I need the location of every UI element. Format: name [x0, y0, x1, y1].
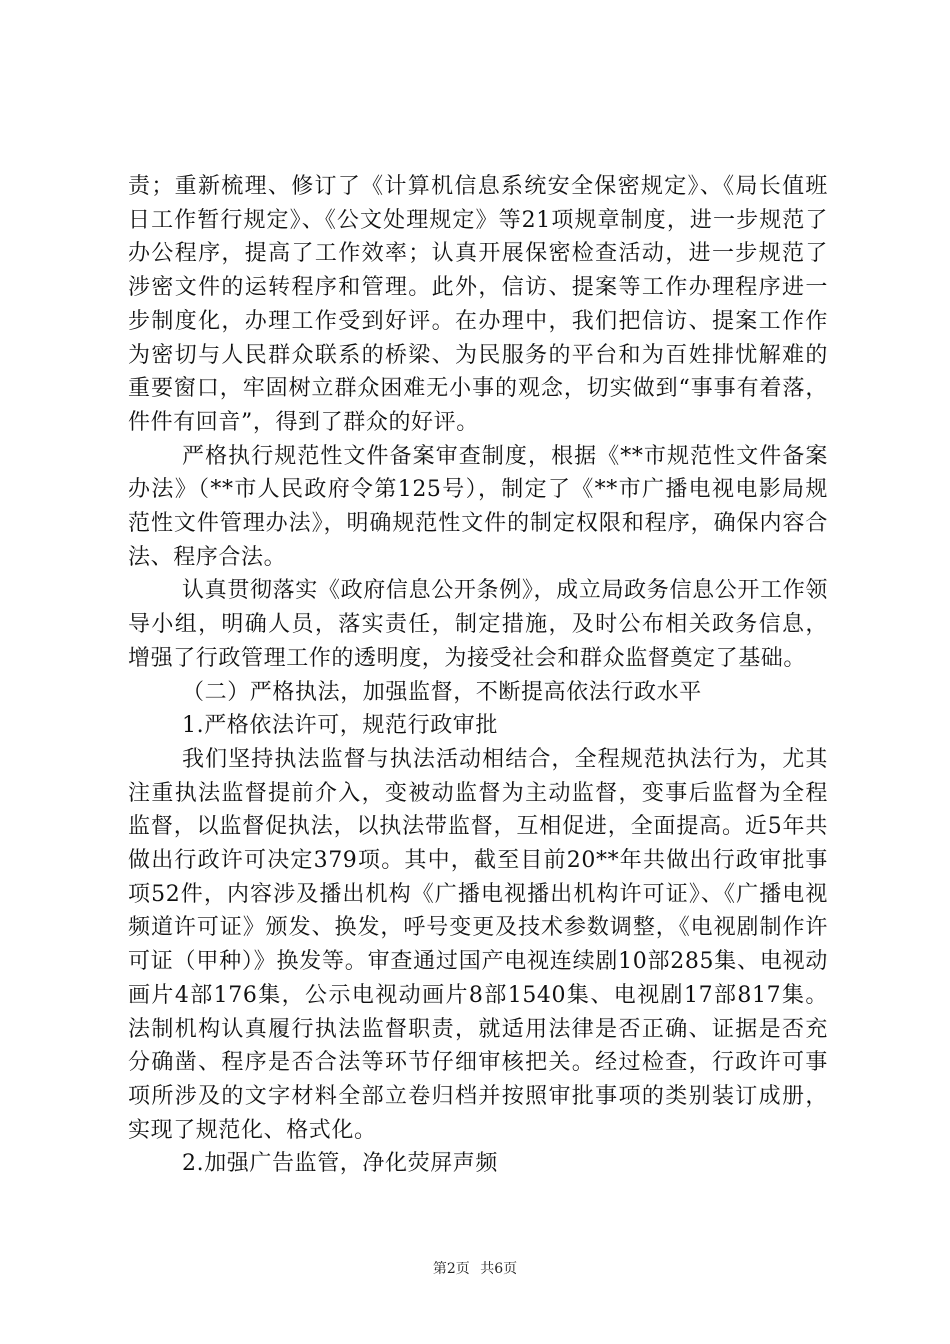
subsection-heading-advertising: 2.加强广告监管，净化荧屏声频 — [182, 1151, 498, 1177]
paragraph-continuation: 责；重新梳理、修订了《计算机信息系统安全保密规定》、《局长值班日工作暂行规定》、《公文处理规定》等21项规章制度，进一步规范了办公程序，提高了工作效率；认真开展保密检查活动，进一步规范了涉密文件的运转程序和管理。此外，信访、提案等工作办理程序进一步制度化，办理工作受到好评。在办理中，我们把信访、提案工作作为密切与人民群众联系的桥梁、为民服务的平台和为百姓排忧解难的重要窗口，牢固树立群众困难无小事的观念，切实做到“事事有着落，件件有回音”，得到了群众的好评。 — [128, 174, 828, 435]
document-body — [128, 170, 828, 1181]
page-footer — [0, 1258, 950, 1278]
subsection-heading-licensing: 1.严格依法许可，规范行政审批 — [182, 713, 498, 739]
paragraph-licensing: 我们坚持执法监督与执法活动相结合，全程规范执法行为，尤其注重执法监督提前介入，变被动监督为主动监督，变事后监督为全程监督，以监督促执法，以执法带监督，互相促进，全面提高。近5年共做出行政许可决定379项。其中，截至目前20**年共做出行政审批事项52件，内容涉及播出机构《广播电视播出机构许可证》、《广播电视频道许可证》颁发、换发，呼号变更及技术参数调整，《电视剧制作许可证（甲种）》换发等。审查通过国产电视连续剧10部285集、电视动画片4部176集，公示电视动画片8部1540集、电视剧17部817集。法制机构认真履行执法监督职责，就适用法律是否正确、证据是否充分确凿、程序是否合法等环节仔细审核把关。经过检查，行政许可事项所涉及的文字材料全部立卷归档并按照审批事项的类别装订成册，实现了规范化、格式化。 — [128, 746, 828, 1143]
section-heading: （二）严格执法，加强监督，不断提高依法行政水平 — [182, 679, 702, 705]
page-number: 第2页 — [432, 1261, 470, 1277]
paragraph-normative-documents: 严格执行规范性文件备案审查制度，根据《**市规范性文件备案办法》（**市人民政府令第125号），制定了《**市广播电视电影局规范性文件管理办法》，明确规范性文件的制定权限和程序，确保内容合法、程序合法。 — [128, 443, 828, 570]
page-total: 共6页 — [480, 1261, 518, 1277]
paragraph-information-disclosure: 认真贯彻落实《政府信息公开条例》，成立局政务信息公开工作领导小组，明确人员，落实责任，制定措施，及时公布相关政务信息，增强了行政管理工作的透明度，为接受社会和群众监督奠定了基础。 — [128, 578, 828, 671]
